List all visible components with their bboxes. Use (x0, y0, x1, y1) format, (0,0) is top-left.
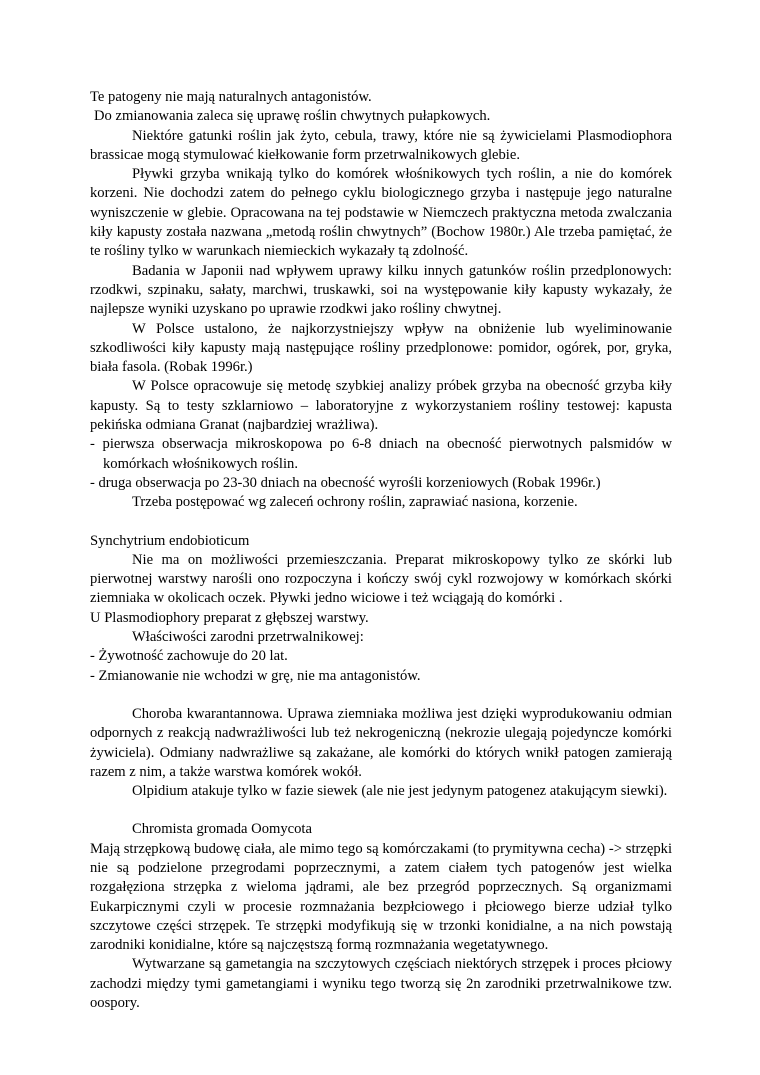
spacer (90, 686, 672, 705)
spacer (90, 801, 672, 820)
list-item: - pierwsza obserwacja mikroskopowa po 6-8 dniach na obecność pierwotnych palsmidów w komórkach włośnikowych roślin. (90, 436, 672, 472)
paragraph: Właściwości zarodni przetrwalnikowej: (132, 629, 364, 646)
list-item: - Żywotność zachowuje do 20 lat. (90, 648, 288, 665)
paragraph: Do zmianowania zaleca się uprawę roślin chwytnych pułapkowych. (94, 108, 491, 125)
section-heading: Chromista gromada Oomycota (132, 821, 312, 838)
document-page (90, 88, 672, 1013)
paragraph: Wytwarzane są gametangia na szczytowych częściach niektórych strzępek i proces płciowy zachodzi między tymi gametangiami i wyniku tego tworzą się 2n zarodniki przetrwalnikowe tzw. oospory. (90, 956, 672, 1012)
section-heading: Synchytrium endobioticum (90, 532, 250, 549)
paragraph: U Plasmodiophory preparat z głębszej warstwy. (90, 609, 369, 626)
paragraph: Niektóre gatunki roślin jak żyto, cebula, trawy, które nie są żywicielami Plasmodiophora brassicae mogą stymulować kiełkowanie form przetrwalnikowych glebie. (90, 127, 672, 163)
paragraph: Olpidium atakuje tylko w fazie siewek (ale nie jest jedynym patogenez atakującym siewki). (132, 783, 668, 800)
paragraph: W Polsce opracowuje się metodę szybkiej analizy próbek grzyba na obecność grzyba kiły kapusty. Są to testy szklarniowo – laboratoryjne z wykorzystaniem rośliny testowej: kapusta pekińska odmiana Granat (najbardziej wrażliwa). (90, 378, 672, 434)
paragraph: W Polsce ustalono, że najkorzystniejszy wpływ na obniżenie lub wyeliminowanie szkodliwości kiły kapusty mają następujące rośliny przedplonowe: pomidor, ogórek, por, gryka, biała fasola. (Robak 1996r.) (90, 320, 672, 376)
paragraph: Trzeba postępować wg zaleceń ochrony roślin, zaprawiać nasiona, korzenie. (132, 494, 578, 511)
paragraph: Te patogeny nie mają naturalnych antagonistów. (90, 89, 372, 105)
spacer (90, 513, 672, 532)
paragraph: Mają strzępkową budowę ciała, ale mimo tego są komórczakami (to prymitywna cecha) -> strzępki nie są podzielone przegrodami poprzecznymi, a zatem ciałem tych patogenów jest wielka rozgałęziona strzępka z wieloma jądrami, ale bez przegród poprzecznych. Są organizmami Eukarpicznymi czyli w procesie rozmnażania bezpłciowego i płciowego bierze udział tylko szczytowe części strzępek. Te strzępki modyfikują się w trzonki konidialne, a na nich powstają zarodniki konidialne, które są najczęstszą formą rozmnażania wegetatywnego. (90, 840, 672, 954)
list-item: - druga obserwacja po 23-30 dniach na obecność wyrośli korzeniowych (Robak 1996r.) (90, 474, 601, 491)
paragraph: Choroba kwarantannowa. Uprawa ziemniaka możliwa jest dzięki wyprodukowaniu odmian odpornych z reakcją nadwrażliwości lub też nekrogeniczną (nekrozie ulegają pojedyncze komórki żywiciela). Odmiany nadwrażliwe są zakażane, ale komórki do których wnikł patogen zamierają razem z nim, a także warstwa komórek wokół. (90, 705, 672, 780)
paragraph: Badania w Japonii nad wpływem uprawy kilku innych gatunków roślin przedplonowych: rzodkwi, szpinaku, sałaty, marchwi, truskawki, soi na występowanie kiły kapusty wykazały, że najlepsze wyniki uzyskano po uprawie rzodkwi jako rośliny chwytnej. (90, 262, 672, 318)
paragraph: Pływki grzyba wnikają tylko do komórek włośnikowych tych roślin, a nie do komórek korzeni. Nie dochodzi zatem do pełnego cyklu biologicznego grzyba i następuje jego naturalne wyniszczenie w glebie. Opracowana na tej podstawie w Niemczech praktyczna metoda zwalczania kiły kapusty została nazwana „metodą roślin chwytnych” (Bochow 1980r.) Ale trzeba pamiętać, że te rośliny tylko w warunkach niemieckich wykazały tą zdolność. (90, 166, 672, 260)
list-item: - Zmianowanie nie wchodzi w grę, nie ma antagonistów. (90, 667, 421, 684)
paragraph: Nie ma on możliwości przemieszczania. Preparat mikroskopowy tylko ze skórki lub pierwotnej warstwy narośli ono rozpoczyna i kończy swój cykl rozwojowy w komórkach skórki ziemniaka w okolicach oczek. Pływki jedno wiciowe i też wciągają do komórki . (90, 551, 672, 607)
